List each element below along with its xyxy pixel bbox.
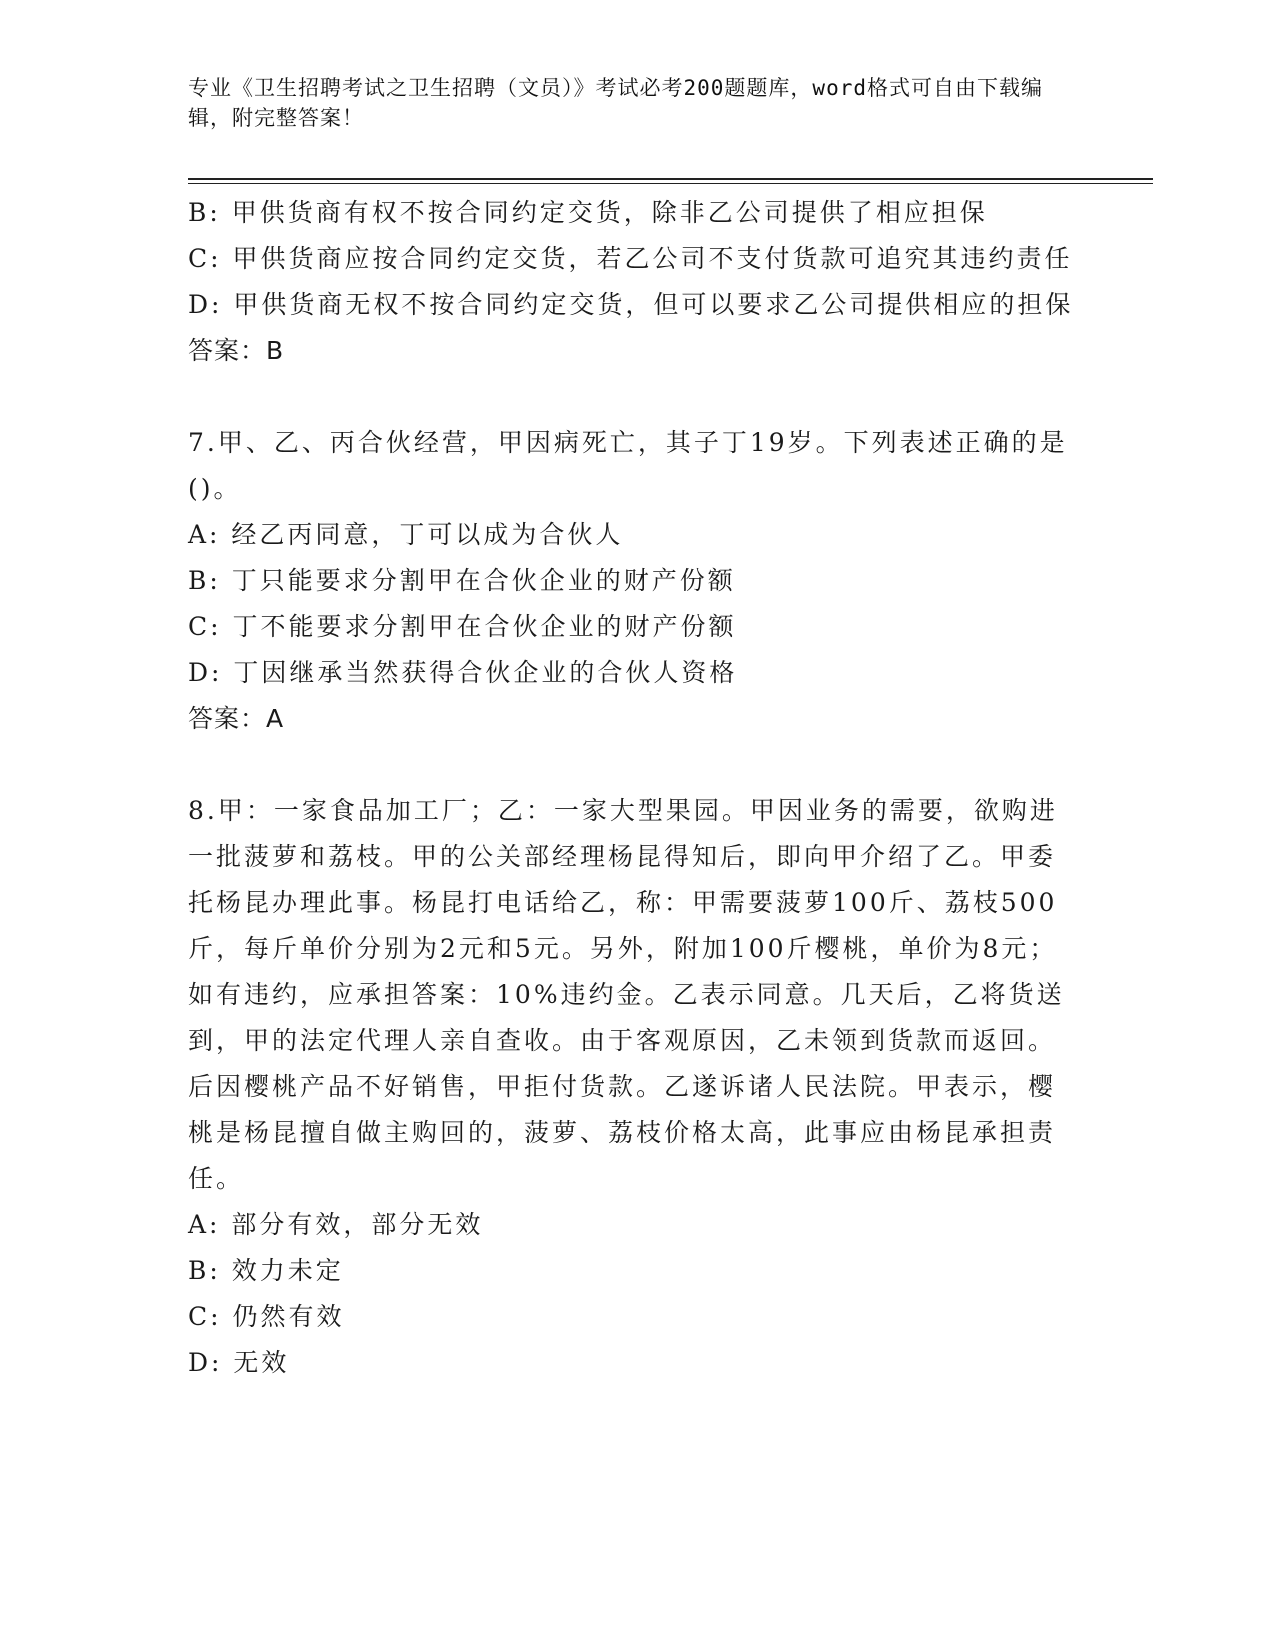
header-divider-thin [188,183,1153,184]
q7-option-a: A: 经乙丙同意，丁可以成为合伙人 [188,520,624,549]
q7-question: 7.甲、乙、丙合伙经营，甲因病死亡，其子丁19岁。下列表述正确的是()。 [188,428,1068,503]
header-divider [188,178,1153,180]
q7-option-c: C: 丁不能要求分割甲在合伙企业的财产份额 [188,612,737,641]
q7-option-d: D: 丁因继承当然获得合伙企业的合伙人资格 [188,658,738,687]
document-body [188,190,1083,1386]
q8-option-b: B: 效力未定 [188,1256,344,1285]
q8-question: 8.甲：一家食品加工厂；乙：一家大型果园。甲因业务的需要，欲购进一批菠萝和荔枝。甲的公关部经理杨昆得知后，即向甲介绍了乙。甲委托杨昆办理此事。杨昆打电话给乙，称：甲需要菠萝100斤、荔枝500斤，每斤单价分别为2元和5元。另外，附加100斤樱桃，单价为8元；如有违约，应承担答案：10%违约金。乙表示同意。几天后，乙将货送到，甲的法定代理人亲自查收。由于客观原因，乙未领到货款而返回。后因樱桃产品不好销售，甲拒付货款。乙遂诉诸人民法院。甲表示，樱桃是杨昆擅自做主购回的，菠萝、荔枝价格太高，此事应由杨昆承担责任。 [188,796,1065,1193]
q8-option-d: D: 无效 [188,1348,290,1377]
q7-option-b: B: 丁只能要求分割甲在合伙企业的财产份额 [188,566,736,595]
q6-option-d: D: 甲供货商无权不按合同约定交货，但可以要求乙公司提供相应的担保 [188,290,1074,319]
q6-answer: 答案：B [188,336,285,365]
q7-answer: 答案：A [188,704,285,733]
q8-option-c: C: 仍然有效 [188,1302,345,1331]
spacer [188,374,1083,420]
q6-option-b: B: 甲供货商有权不按合同约定交货，除非乙公司提供了相应担保 [188,198,988,227]
spacer [188,742,1083,788]
q6-option-c: C: 甲供货商应按合同约定交货，若乙公司不支付货款可追究其违约责任 [188,244,1073,273]
page-header: 专业《卫生招聘考试之卫生招聘（文员）》考试必考200题题库，word格式可自由下载编辑，附完整答案！ [188,76,1043,130]
q8-option-a: A: 部分有效，部分无效 [188,1210,484,1239]
